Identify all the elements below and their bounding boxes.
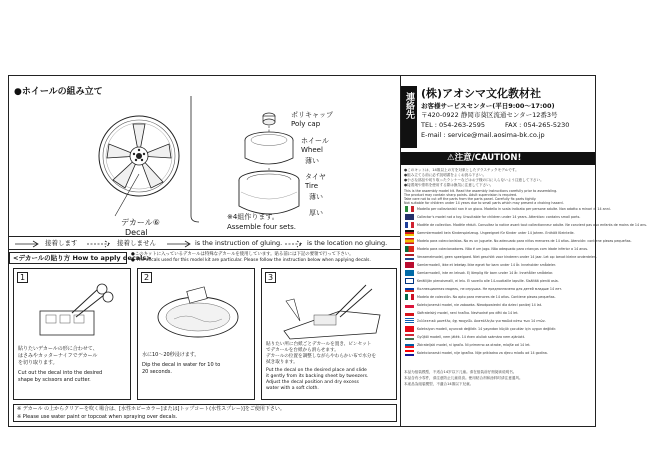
step-1-jp-2: はさみやカッターナイフでデカール <box>18 353 98 359</box>
assembly-title: ●ホイールの組み立て <box>14 87 103 97</box>
step-1-jp-3: を切り取ります。 <box>18 360 58 366</box>
tel: TEL : 054-263-2595 <box>421 121 486 129</box>
tire-label-jp: タイヤ <box>305 173 326 181</box>
language-line: Modèle de collection. Modèle réduit. Consultez la notice avant tout collectionneur adulte. Ne convient pas aux enfants de moins de 14 ans. <box>417 223 647 227</box>
language-line: Samlermodell, ikke et leketøy. Ikke egnet for barn under 14 år. Inneholder smådeler. <box>417 263 556 267</box>
glue-en-arrow-icon <box>167 240 193 248</box>
language-line: Συλλεκτικό μοντέλο, όχι παιχνίδι. Ακατάλληλο για παιδιά κάτω των 14 ετών. <box>417 319 546 323</box>
step-3-jp-4: 拭き取ります。 <box>266 360 298 365</box>
sets-note-en: Assemble four sets. <box>227 223 296 231</box>
polycap-label-jp: ポリキャップ <box>291 111 333 119</box>
caution-jp-line: ●小さな部品や切り取ったランナーなどはお子様の口に入らないよう注意して下さい。 <box>404 178 544 182</box>
glue-arrow-icon <box>15 240 41 248</box>
tire-label-en: Tire <box>305 182 319 190</box>
flag-france-icon <box>405 222 414 228</box>
language-line: Zbirateljski model, ni igrača. Ni primerno za otroke, mlajše od 14 let. <box>417 343 531 347</box>
step-2-jp-1: 水に10～20秒浸けます。 <box>142 352 200 358</box>
step-number: 1 <box>17 272 28 283</box>
flag-sweden-icon <box>405 270 414 276</box>
language-line: Modelo de colección. No apto para menores de 14 años. Contiene piezas pequeñas. <box>417 295 556 299</box>
glue-en: is the instruction of gluing. <box>195 239 283 247</box>
tweezers-illustration <box>280 281 384 341</box>
decal-leader-line <box>109 172 149 222</box>
glue-legend <box>9 236 401 250</box>
language-line: Modelo para coleccionistas. No es un juguete. No adecuado para niños menores de 14 años. Atención: contiene piezas pequeñas. <box>417 239 632 243</box>
wheel-label-en: Wheel <box>301 146 323 154</box>
service-center: お客様サービスセンター(平日9:00～17:00) <box>421 102 555 110</box>
language-line: Verzamelmodel, geen speelgoed. Niet geschikt voor kinderen onder 14 jaar. Let op: bevat kleine onderdelen. <box>417 255 598 259</box>
step-3-en-4: water with a soft cloth. <box>266 386 319 391</box>
flag-slovenia-icon <box>405 342 414 348</box>
scissors-illustration <box>32 283 116 343</box>
tire-thick-label: 厚い <box>309 209 323 217</box>
flag-czech-icon <box>405 310 414 316</box>
flag-italy-icon <box>405 206 414 212</box>
flag-portugal-icon <box>405 246 414 252</box>
flag-uk-icon <box>405 214 414 220</box>
step-2-en-1: Dip the decal in water for 10 to <box>142 362 221 368</box>
email: E-mail : service@mail.aosima-bk.co.jp <box>421 131 545 139</box>
decal-howto-section <box>9 252 401 426</box>
footer-jp: ※ デカール の上からクリアーを吹く場合は、[水性ホビーカラー]または[トップコート(水性スプレー)]をご使用下さい。 <box>17 406 285 412</box>
flag-croatia-icon <box>405 350 414 356</box>
language-line: Sammlermodell kein Kinderspielzeug. Ungeeignet für Kinder unter 14 Jahren. Enthält Kleinteile. <box>417 231 575 235</box>
step-1-en-2: shape by scissors and cutter. <box>18 377 91 383</box>
step-3-jp-2: でデカールを台紙から滑らせます。 <box>266 348 339 353</box>
glue-jp: 接着します <box>45 239 78 247</box>
decal-step-2 <box>137 268 255 400</box>
decal-note-en: ● The decals used for this model kit are particular. Please follow the instruction below when applying decals. <box>131 258 371 263</box>
step-3-en-3: Adjust the decal position and dry excess <box>266 380 359 385</box>
step-1-en-1: Cut out the decal into the desired <box>18 370 103 376</box>
step-number: 3 <box>265 272 276 283</box>
contact-tab: 連絡先 <box>401 86 417 148</box>
caution-jp-line: ●接着剤や塗料を使用する際は換気に注意して下さい。 <box>404 183 494 187</box>
flag-spain-icon <box>405 238 414 244</box>
decal-footer-note <box>13 404 397 422</box>
language-line: Kolekcjonerski model, nie zabawka. Nieodpowiedni dla dzieci poniżej 14 lat. <box>417 303 543 307</box>
assembly-panel <box>9 76 401 426</box>
step-3-en-2: it gently from its backing sheet by tweezers. <box>266 374 369 379</box>
caution-en-line: The product may contain sharp points. Adult supervision is required. <box>404 193 518 197</box>
flag-mexico-icon <box>405 294 414 300</box>
wheel-label-jp: ホイール <box>301 137 329 145</box>
caution-en-line: This is the assembly model kit. Read the assembly instructions carefully prior to assembling. <box>404 189 558 193</box>
company-name: (株)アオシマ文化教材社 <box>421 87 541 100</box>
address: 〒420-0922 静岡市葵区流通センター12番3号 <box>421 111 558 119</box>
caution-jp-line: ●組み立てる前に必ず説明書をよくお読み下さい。 <box>404 173 487 177</box>
decal-label-jp: デカール⑥ <box>121 218 160 227</box>
caution-cn-line: 本產品為組裝模型，不適合14歲以下兒童。 <box>404 382 474 386</box>
no-glue-en: is the location no gluing. <box>307 239 388 247</box>
contact-caution-panel <box>401 76 647 426</box>
instruction-sheet <box>8 75 647 427</box>
decal-note-jp: ●このキットに入っているデカールは特殊なデカールを使用しています。貼る前には下記の要領で行って下さい。 <box>131 252 354 257</box>
water-dish-illustration <box>152 283 244 347</box>
flag-turkey-icon <box>405 326 414 332</box>
language-line: Gyűjtői modell, nem játék. 14 éven aluliak számára nem ajánlott. <box>417 335 526 339</box>
caution-cn-line: 本品为组装模型，不适合14岁以下儿童。请在组装前仔细阅读说明书。 <box>404 370 517 374</box>
step-number: 2 <box>141 272 152 283</box>
step-3-en-1: Put the decal on the desired place and slide <box>266 368 367 373</box>
language-line: Koleksiyon modeli, oyuncak değildir. 14 yaşından küçük çocuklar için uygun değildir. <box>417 327 557 331</box>
language-line: Modelo para colecionadores. Não é um jogo. Não adequado para crianças com idade inferior a 14 anos. <box>417 247 589 251</box>
flag-russia-icon <box>405 286 414 292</box>
flag-poland-icon <box>405 302 414 308</box>
language-line: Modello per collezionisti non è un gioco. Modello in scala indicato per persone adulte. Non adatto a minori di 14 anni. <box>417 207 611 211</box>
decal-step-3 <box>261 268 397 400</box>
language-line: Sběratelský model, není hračka. Nevhodné pro děti do 14 let. <box>417 311 519 315</box>
step-2-en-2: 20 seconds. <box>142 369 172 375</box>
decal-howto-header: <デカールの貼り方 How to apply decals> <box>9 252 127 264</box>
wheel-thin-label: 薄い <box>305 157 319 165</box>
caution-cn-line: 本品含有小零件，请注意防止儿童误食。使用粘合剂和涂料时请注意通风。 <box>404 376 523 380</box>
language-line: Keräilijän pienoismalli, ei lelu. Ei sovellu alle 14-vuotiaille lapsille. Sisältää pieniä osia. <box>417 279 559 283</box>
language-warnings <box>401 206 647 366</box>
caution-en-line: Take care not to cut off the parts from the parts panel. Carefully fix parts tightly. <box>404 197 537 201</box>
caution-en-line: Not suitable for children under 14 years due to small parts which may present a choking hazard. <box>404 201 564 205</box>
fax: FAX : 054-265-5230 <box>505 121 570 129</box>
caution-jp-line: ●このキットは、14歳以上の方を対象としたプラスチックモデルです。 <box>404 168 519 172</box>
flag-netherlands-icon <box>405 254 414 260</box>
flag-hungary-icon <box>405 334 414 340</box>
tire-thin-label: 薄い <box>309 193 323 201</box>
assembly-divider <box>189 96 203 226</box>
step-3-jp-3: デカールの位置を調整しながらやわらかい布で水分を <box>266 354 377 359</box>
no-glue-jp: 接着しません <box>117 239 156 247</box>
decal-step-1 <box>13 268 131 400</box>
step-1-jp-1: 貼りたいデカールの形に合わせて、 <box>18 346 98 352</box>
caution-header: ⚠注意/CAUTION! <box>401 152 595 165</box>
no-glue-en-arrow-icon <box>285 240 305 248</box>
flag-norway-icon <box>405 262 414 268</box>
language-line: Collector's model not a toy. Unsuitable for children under 14 years. Attention: contains small parts. <box>417 215 581 219</box>
no-glue-arrow-icon <box>87 240 113 248</box>
flag-finland-icon <box>405 278 414 284</box>
language-line: Samlarmodell, inte en leksak. Ej lämplig för barn under 14 år. Innehåller smådelar. <box>417 271 554 275</box>
flag-germany-icon <box>405 230 414 236</box>
decal-label-en: Decal <box>125 228 148 237</box>
language-line: Коллекционная модель, не игрушка. Не предназначена для детей младше 14 лет. <box>417 287 563 291</box>
step-3-jp-1: 貼りたい所に台紙ごとデカールを置き、ピンセット <box>266 342 372 347</box>
language-line: Kolekcionarski model, nije igračka. Nije prikladno za djecu mlađu od 14 godina. <box>417 351 548 355</box>
flag-greece-icon <box>405 318 414 324</box>
sets-note-jp: ※4組作ります。 <box>227 213 279 221</box>
footer-en: ※ Please use water paint or topcoat when spraying over decals. <box>17 414 178 420</box>
polycap-label-en: Poly cap <box>291 120 321 128</box>
